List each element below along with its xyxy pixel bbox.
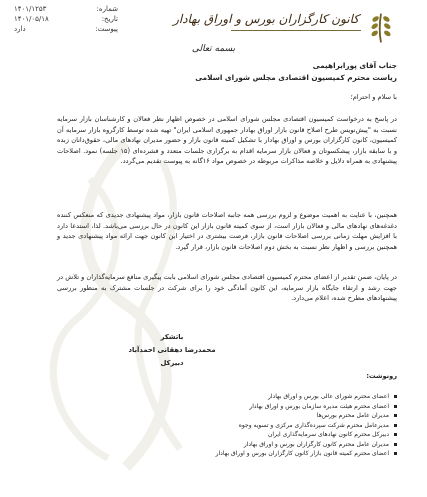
paragraph-request: همچنین، با عنایت به اهمیت موضوع و لزوم بررسی همه جانبه اصلاحات قانون بازار، مواد پیشنهادی جدیدی که منعکس کننده دغدغه‌های نهادهای مالی و فعالان بازار است، از سوی کمیته قانون بازار این کانون در حال بررسی می‌باشد. لذا، استدعا دارد با افزایش مهلت زمانی بررسی اصلاحات قانون بازار، فرصت بیشتری در اختیار این کانون جهت ارائه مواد پیشنهادی جدید و همچنین بررسی و اظهار نظر نسبت به بخش دوم اصلاحات قانون بازار، قرار گیرد. bbox=[57, 211, 397, 251]
logo-underline bbox=[231, 30, 361, 31]
cc-item: مدیرعامل محترم شرکت سپرده‌گذاری مرکزی و تسویه وجوه bbox=[97, 421, 397, 431]
attachment-value: دارد bbox=[14, 25, 26, 33]
date-label: تاریخ: bbox=[101, 15, 118, 23]
attachment-label: پیوست: bbox=[95, 25, 118, 33]
signature-closing: باتشکر bbox=[160, 333, 184, 341]
letter-meta bbox=[14, 4, 118, 34]
cc-item: دبیرکل محترم کانون نهادهای سرمایه‌گذاری ایران bbox=[97, 430, 397, 440]
bismillah: بسمه تعالی bbox=[191, 44, 236, 54]
wheat-emblem-icon bbox=[363, 10, 399, 46]
recipient-title: ریاست محترم کمیسیون اقتصادی مجلس شورای اسلامی bbox=[195, 73, 397, 82]
cc-item: اعضای محترم شورای عالی بورس و اوراق بهادار bbox=[97, 392, 397, 402]
greeting: با سلام و احترام؛ bbox=[350, 93, 397, 101]
paragraph-response: در پاسخ به درخواست کمیسیون اقتصادی مجلس شورای اسلامی در خصوص اظهار نظر فعالان و کارشناسان بازار سرمایه نسبت به "پیش‌نویس طرح اصلاح قانون بازار اوراق بهادار جمهوری اسلامی ایران" تهیه شده توسط کارگروه بازار سرمایه آن کمیسیون، کانون کارگزاران بورس و اوراق بهادار با تشکیل کمیته قانون بازار و حضور مدیران نهادهای مالی، حقوق‌دانان زبده و با سابقه بازار، پیشکسوتان و فعالان بازار سرمایه اقدام به برگزاری جلسات متعدد و فشرده‌ای (۱۵ جلسه) نمود. اصلاحات پیشنهادی به همراه دلایل و خلاصه مذاکرات مربوطه در خصوص مواد ۱۶گانه به پیوست تقدیم می‌گردد. bbox=[57, 115, 398, 165]
cc-item: مدیران عامل محترم بورس‌ها bbox=[97, 411, 397, 421]
cc-list bbox=[97, 392, 397, 459]
recipient-block bbox=[57, 60, 397, 84]
cc-title: رونوشت: bbox=[366, 372, 397, 380]
cc-item: اعضای محترم کمیته قانون بازار کانون کارگزاران بورس و اوراق بهادار bbox=[97, 449, 397, 459]
number-row bbox=[14, 4, 118, 14]
org-name: کانون کارگزاران بورس و اوراق بهادار bbox=[173, 12, 359, 26]
signatory-title: دبیرکل bbox=[160, 359, 184, 367]
cc-item: مدیران عامل محترم کانون کارگزاران بورس و اوراق بهادار bbox=[97, 440, 397, 450]
paragraph-closing: در پایان، ضمن تقدیر از اعضای محترم کمیسیون اقتصادی مجلس شورای اسلامی بابت پیگیری منافع سرمایه‌گذاران و تلاش در جهت رشد و ارتقاء جایگاه بازار سرمایه، این کانون آمادگی خود را برای شرکت در جلسات مشترک به منظور بررسی پیشنهادهای مطرح شده، اعلام می‌دارد. bbox=[57, 273, 397, 302]
number-value: ۱۴۰۱/۱۲۵۳ bbox=[14, 5, 47, 13]
signatory-name: محمدرضا دهقانی احمدآباد bbox=[128, 346, 216, 354]
date-value: ۱۴۰۱/۰۵/۱۸ bbox=[14, 15, 49, 23]
recipient-name: جناب آقای پورابراهیمی bbox=[312, 61, 397, 70]
attachment-row bbox=[14, 24, 118, 34]
cc-item: اعضای محترم هیئت مدیره سازمان بورس و اوراق بهادار bbox=[97, 402, 397, 412]
number-label: شماره: bbox=[96, 5, 118, 13]
date-row bbox=[14, 14, 118, 24]
org-logo bbox=[173, 4, 413, 48]
